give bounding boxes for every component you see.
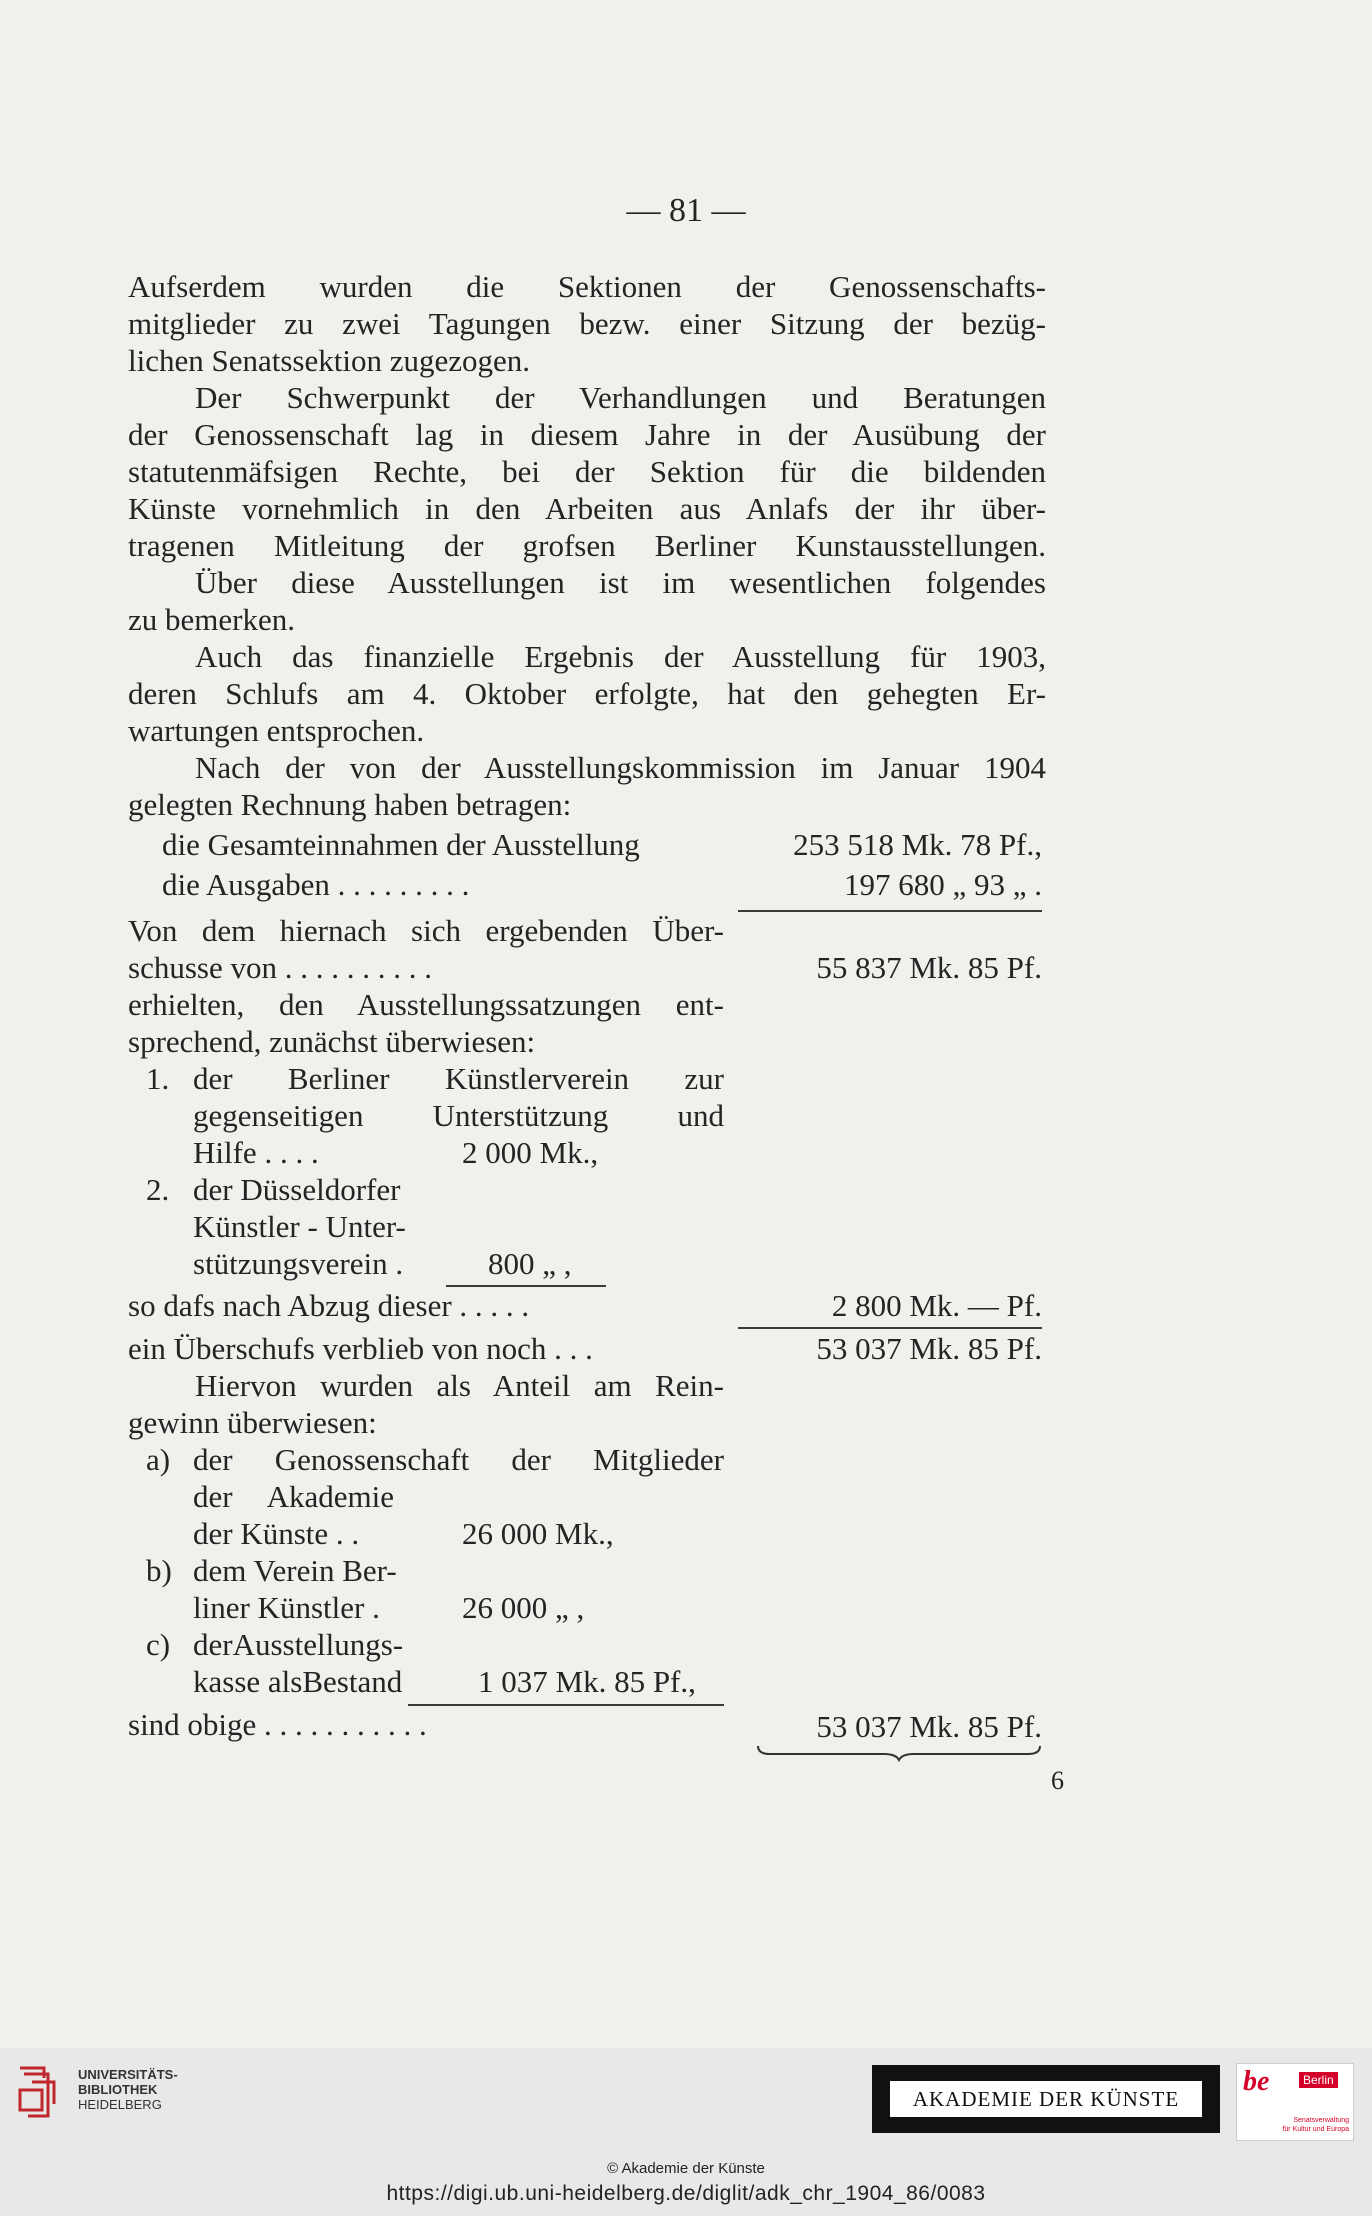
item-number: 2. (146, 1172, 170, 1207)
text-line: Aufserdem wurden die Sektionen der Genossenschafts- (128, 269, 1046, 304)
remain-value: 53 037 Mk. 85 Pf. (816, 1331, 1042, 1366)
item-text: Hilfe . . . . (193, 1135, 319, 1170)
item-value: 26 000 „ , (462, 1590, 585, 1625)
text-line: Auch das finanzielle Ergebnis der Ausstellung für 1903, (195, 639, 1046, 674)
item-text: der Akademie (193, 1479, 395, 1514)
page-number: — 81 — (626, 192, 746, 229)
berlin-logo-be: be (1243, 2066, 1270, 2097)
item-text: kasse alsBestand (193, 1664, 403, 1699)
text-line: zu bemerken. (128, 602, 295, 637)
text-line: Künste vornehmlich in den Arbeiten aus Anlafs der ihr über- (128, 491, 1046, 526)
deduct-label: so dafs nach Abzug dieser . . . . . (128, 1288, 530, 1323)
item-text: stützungsverein . (193, 1246, 404, 1281)
copyright-text: © Akademie der Künste (607, 2160, 765, 2177)
ub-city: HEIDELBERG (78, 2097, 162, 2112)
sum-rule (738, 910, 1042, 912)
berlin-sub-line: Senatsverwaltung (1293, 2117, 1349, 2124)
text-line: mitglieder zu zwei Tagungen bezw. einer Sitzung der bezüg- (128, 306, 1046, 341)
text-line: tragenen Mitleitung der grofsen Berliner Kunstausstellungen. (128, 528, 1046, 563)
text-line: sprechend, zunächst überwiesen: (128, 1024, 536, 1059)
ub-name-line: BIBLIOTHEK (78, 2082, 158, 2097)
text-line: deren Schlufs am 4. Oktober erfolgte, hat den gehegten Er- (128, 676, 1046, 711)
item-text: liner Künstler . (193, 1590, 380, 1625)
berlin-logo-tag: Berlin (1299, 2072, 1338, 2088)
item-letter: a) (146, 1442, 171, 1477)
deduct-value: 2 800 Mk. — Pf. (831, 1288, 1042, 1323)
sum-rule (408, 1704, 724, 1706)
item-value: 2 000 Mk., (462, 1135, 599, 1170)
signature-mark: 6 (1051, 1766, 1064, 1795)
surplus-label: Von dem hiernach sich ergebenden Über- (128, 913, 724, 948)
text-line: Nach der von der Ausstellungskommission im Januar 1904 (195, 750, 1046, 785)
adk-logo[interactable] (872, 2065, 1220, 2133)
text-line: statutenmäfsigen Rechte, bei der Sektion für die bildenden (128, 454, 1046, 489)
sum-rule (738, 1327, 1042, 1329)
ub-name-line: UNIVERSITÄTS- (78, 2067, 178, 2082)
remain-label: ein Überschufs verblieb von noch . . . (128, 1331, 593, 1366)
surplus-value: 55 837 Mk. 85 Pf. (816, 950, 1042, 985)
text-line: Hiervon wurden als Anteil am Rein- (195, 1368, 724, 1403)
item-text: der Berliner Künstlerverein zur (193, 1061, 724, 1096)
item-value: 800 „ , (488, 1246, 572, 1281)
income-label: die Gesamteinnahmen der Ausstellung (162, 827, 640, 862)
source-url-link[interactable]: https://digi.ub.uni-heidelberg.de/diglit/adk_chr_1904_86/0083 (386, 2182, 986, 2205)
berlin-logo-subtitle (1282, 2116, 1349, 2134)
text-line: der Genossenschaft lag in diesem Jahre in der Ausübung der (128, 417, 1046, 452)
expenses-value: 197 680 „ 93 „ . (843, 867, 1042, 902)
brace-icon (756, 1744, 1042, 1762)
item-value: 1 037 Mk. 85 Pf., (478, 1664, 696, 1699)
item-text: dem Verein Ber- (193, 1553, 397, 1588)
text-line: erhielten, den Ausstellungssatzungen ent- (128, 987, 724, 1022)
ub-heidelberg-name (78, 2067, 178, 2112)
item-letter: b) (146, 1553, 172, 1588)
surplus-label: schusse von . . . . . . . . . . (128, 950, 432, 985)
item-text: der Düsseldorfer (193, 1172, 401, 1207)
berlin-sub-line: für Kultur und Europa (1282, 2126, 1349, 2133)
text-line: Der Schwerpunkt der Verhandlungen und Beratungen (195, 380, 1046, 415)
item-text: gegenseitigen Unterstützung und (193, 1098, 724, 1133)
item-text: derAusstellungs- (193, 1627, 404, 1662)
item-value: 26 000 Mk., (462, 1516, 614, 1551)
berlin-logo[interactable] (1236, 2063, 1354, 2141)
text-line: Über diese Ausstellungen ist im wesentlichen folgendes (195, 565, 1046, 600)
item-text: der Künste . . (193, 1516, 360, 1551)
item-letter: c) (146, 1627, 171, 1662)
text-line: lichen Senatssektion zugezogen. (128, 343, 531, 378)
text-line: gewinn überwiesen: (128, 1405, 377, 1440)
text-line: wartungen entsprochen. (128, 713, 425, 748)
expenses-label: die Ausgaben . . . . . . . . . (162, 867, 470, 902)
total-value: 53 037 Mk. 85 Pf. (816, 1709, 1042, 1744)
item-text: der Genossenschaft der Mitglieder (193, 1442, 724, 1477)
text-line: gelegten Rechnung haben betragen: (128, 787, 572, 822)
adk-logo-text: AKADEMIE DER KÜNSTE (890, 2081, 1202, 2117)
item-text: Künstler - Unter- (193, 1209, 406, 1244)
item-number: 1. (146, 1061, 170, 1096)
income-value: 253 518 Mk. 78 Pf., (793, 827, 1042, 862)
ub-heidelberg-logo-icon[interactable] (14, 2060, 74, 2122)
total-label: sind obige . . . . . . . . . . . (128, 1707, 427, 1742)
